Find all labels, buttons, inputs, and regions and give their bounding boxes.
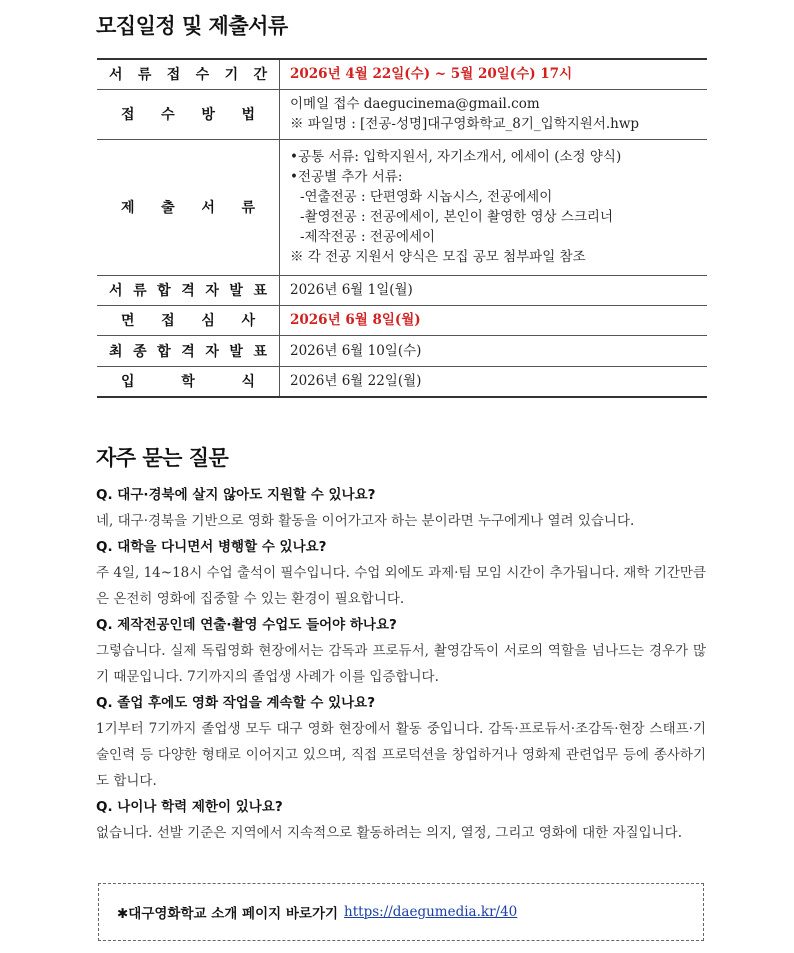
faq-answer: 1기부터 7기까지 졸업생 모두 대구 영화 현장에서 활동 중입니다. 감독·프로듀서·조감독·현장 스태프·기술인력 등 다양한 형태로 이어지고 있으며, 직접 프로덕션을 창업하거나 영화제 관련업무 등에 종사하기도 합니다. — [96, 721, 706, 789]
documents-line: •전공별 추가 서류: — [290, 169, 403, 185]
faq-section-title: 자주 묻는 질문 — [96, 446, 229, 470]
label-char: 최 — [109, 343, 123, 360]
faq-item — [96, 534, 706, 612]
intro-page-link[interactable]: https://daegumedia.kr/40 — [344, 904, 518, 920]
label-char: 발 — [229, 283, 243, 299]
label-char: 접 — [121, 107, 135, 123]
label-char: 표 — [253, 283, 267, 299]
spread-label — [97, 197, 279, 217]
intro-link-box — [98, 883, 704, 941]
spread-label — [97, 64, 279, 84]
row-value-application-period: 2026년 4월 22일(수) ~ 5월 20일(수) 17시 — [280, 59, 708, 89]
row-value-final-results: 2026년 6월 10일(수) — [280, 335, 708, 366]
label-char: 류 — [133, 283, 147, 299]
table-row — [97, 275, 707, 305]
spread-label — [97, 104, 279, 124]
label-char: 식 — [241, 374, 255, 391]
row-value-interview: 2026년 6월 8일(월) — [280, 305, 708, 335]
faq-question: Q. 졸업 후에도 영화 작업을 계속할 수 있나요? — [96, 695, 376, 711]
faq-question: Q. 대학을 다니면서 병행할 수 있나요? — [96, 539, 327, 555]
spread-label — [97, 280, 279, 300]
schedule-section-title: 모집일정 및 제출서류 — [96, 14, 288, 38]
table-row — [97, 305, 707, 335]
label-char: 심 — [201, 313, 215, 329]
faq-item — [96, 690, 706, 794]
label-char: 출 — [161, 200, 175, 216]
label-char: 접 — [166, 67, 181, 84]
label-char: 자 — [205, 283, 219, 299]
faq-question: Q. 제작전공인데 연출·촬영 수업도 들어야 하나요? — [96, 617, 397, 633]
label-char: 수 — [161, 107, 175, 123]
label-char: 법 — [241, 107, 255, 123]
documents-line: ※ 각 전공 지원서 양식은 모집 공모 첨부파일 참조 — [290, 249, 586, 265]
label-char: 격 — [181, 283, 195, 299]
table-row — [97, 139, 707, 275]
label-char: 서 — [109, 67, 123, 84]
table-row — [97, 366, 707, 397]
row-value-submission-method — [280, 89, 708, 139]
documents-line: -연출전공 : 단편영화 시놉시스, 전공에세이 — [300, 189, 553, 205]
label-char: 발 — [229, 343, 243, 360]
label-char: 류 — [241, 200, 255, 216]
faq-list — [96, 482, 706, 846]
label-char: 서 — [201, 200, 215, 216]
documents-line: •공통 서류: 입학지원서, 자기소개서, 에세이 (소정 양식) — [290, 149, 622, 165]
row-label-document-results — [97, 275, 280, 305]
row-label-documents — [97, 139, 280, 275]
faq-item — [96, 482, 706, 534]
row-label-entrance-ceremony — [97, 366, 280, 397]
label-char: 격 — [181, 343, 195, 360]
row-value-entrance-ceremony: 2026년 6월 22일(월) — [280, 366, 708, 397]
label-char: 방 — [201, 107, 215, 123]
label-char: 수 — [195, 67, 210, 84]
label-char: 표 — [253, 343, 267, 360]
label-char: 기 — [224, 67, 239, 84]
row-label-application-period — [97, 59, 280, 89]
label-char: 간 — [253, 67, 267, 84]
faq-answer: 주 4일, 14~18시 수업 출석이 필수입니다. 수업 외에도 과제·팀 모임 시간이 추가됩니다. 재학 기간만큼은 온전히 영화에 집중할 수 있는 환경이 필요합니다. — [96, 565, 706, 607]
faq-item — [96, 794, 706, 846]
label-char: 합 — [157, 283, 171, 299]
label-char: 입 — [121, 374, 135, 391]
label-char: 류 — [137, 67, 152, 84]
row-label-interview — [97, 305, 280, 335]
documents-line: -제작전공 : 전공에세이 — [300, 229, 436, 245]
spread-label — [97, 341, 279, 361]
table-row — [97, 59, 707, 89]
label-char: 학 — [181, 374, 195, 391]
row-value-document-results: 2026년 6월 1일(월) — [280, 275, 708, 305]
row-label-final-results — [97, 335, 280, 366]
faq-answer: 없습니다. 선발 기준은 지역에서 지속적으로 활동하려는 의지, 열정, 그리고 영화에 대한 자질입니다. — [96, 825, 683, 841]
faq-answer: 네, 대구·경북을 기반으로 영화 활동을 이어가고자 하는 분이라면 누구에게나 열려 있습니다. — [96, 513, 635, 529]
intro-link-label: ✱대구영화학교 소개 페이지 바로가기 — [117, 906, 339, 922]
spread-label — [97, 310, 279, 330]
faq-item — [96, 612, 706, 690]
schedule-table — [97, 58, 707, 398]
faq-question: Q. 대구·경북에 살지 않아도 지원할 수 있나요? — [96, 487, 376, 503]
label-char: 합 — [157, 343, 171, 360]
label-char: 서 — [109, 283, 123, 299]
table-row — [97, 335, 707, 366]
label-char: 접 — [161, 313, 175, 329]
documents-line: -촬영전공 : 전공에세이, 본인이 촬영한 영상 스크리너 — [300, 209, 614, 225]
submission-email-line: 이메일 접수 daegucinema@gmail.com — [290, 96, 540, 112]
row-label-submission-method — [97, 89, 280, 139]
table-row — [97, 89, 707, 139]
faq-question: Q. 나이나 학력 제한이 있나요? — [96, 799, 283, 815]
row-value-documents — [280, 139, 708, 275]
label-char: 사 — [241, 313, 255, 329]
label-char: 종 — [133, 343, 147, 360]
faq-answer: 그렇습니다. 실제 독립영화 현장에서는 감독과 프로듀서, 촬영감독이 서로의 역할을 넘나드는 경우가 많기 때문입니다. 7기까지의 졸업생 사례가 이를 입증합니다. — [96, 643, 706, 685]
label-char: 자 — [205, 343, 219, 360]
label-char: 면 — [121, 313, 135, 329]
spread-label — [97, 371, 279, 391]
label-char: 제 — [121, 200, 135, 216]
submission-filename-line: ※ 파일명 : [전공-성명]대구영화학교_8기_입학지원서.hwp — [290, 116, 640, 132]
